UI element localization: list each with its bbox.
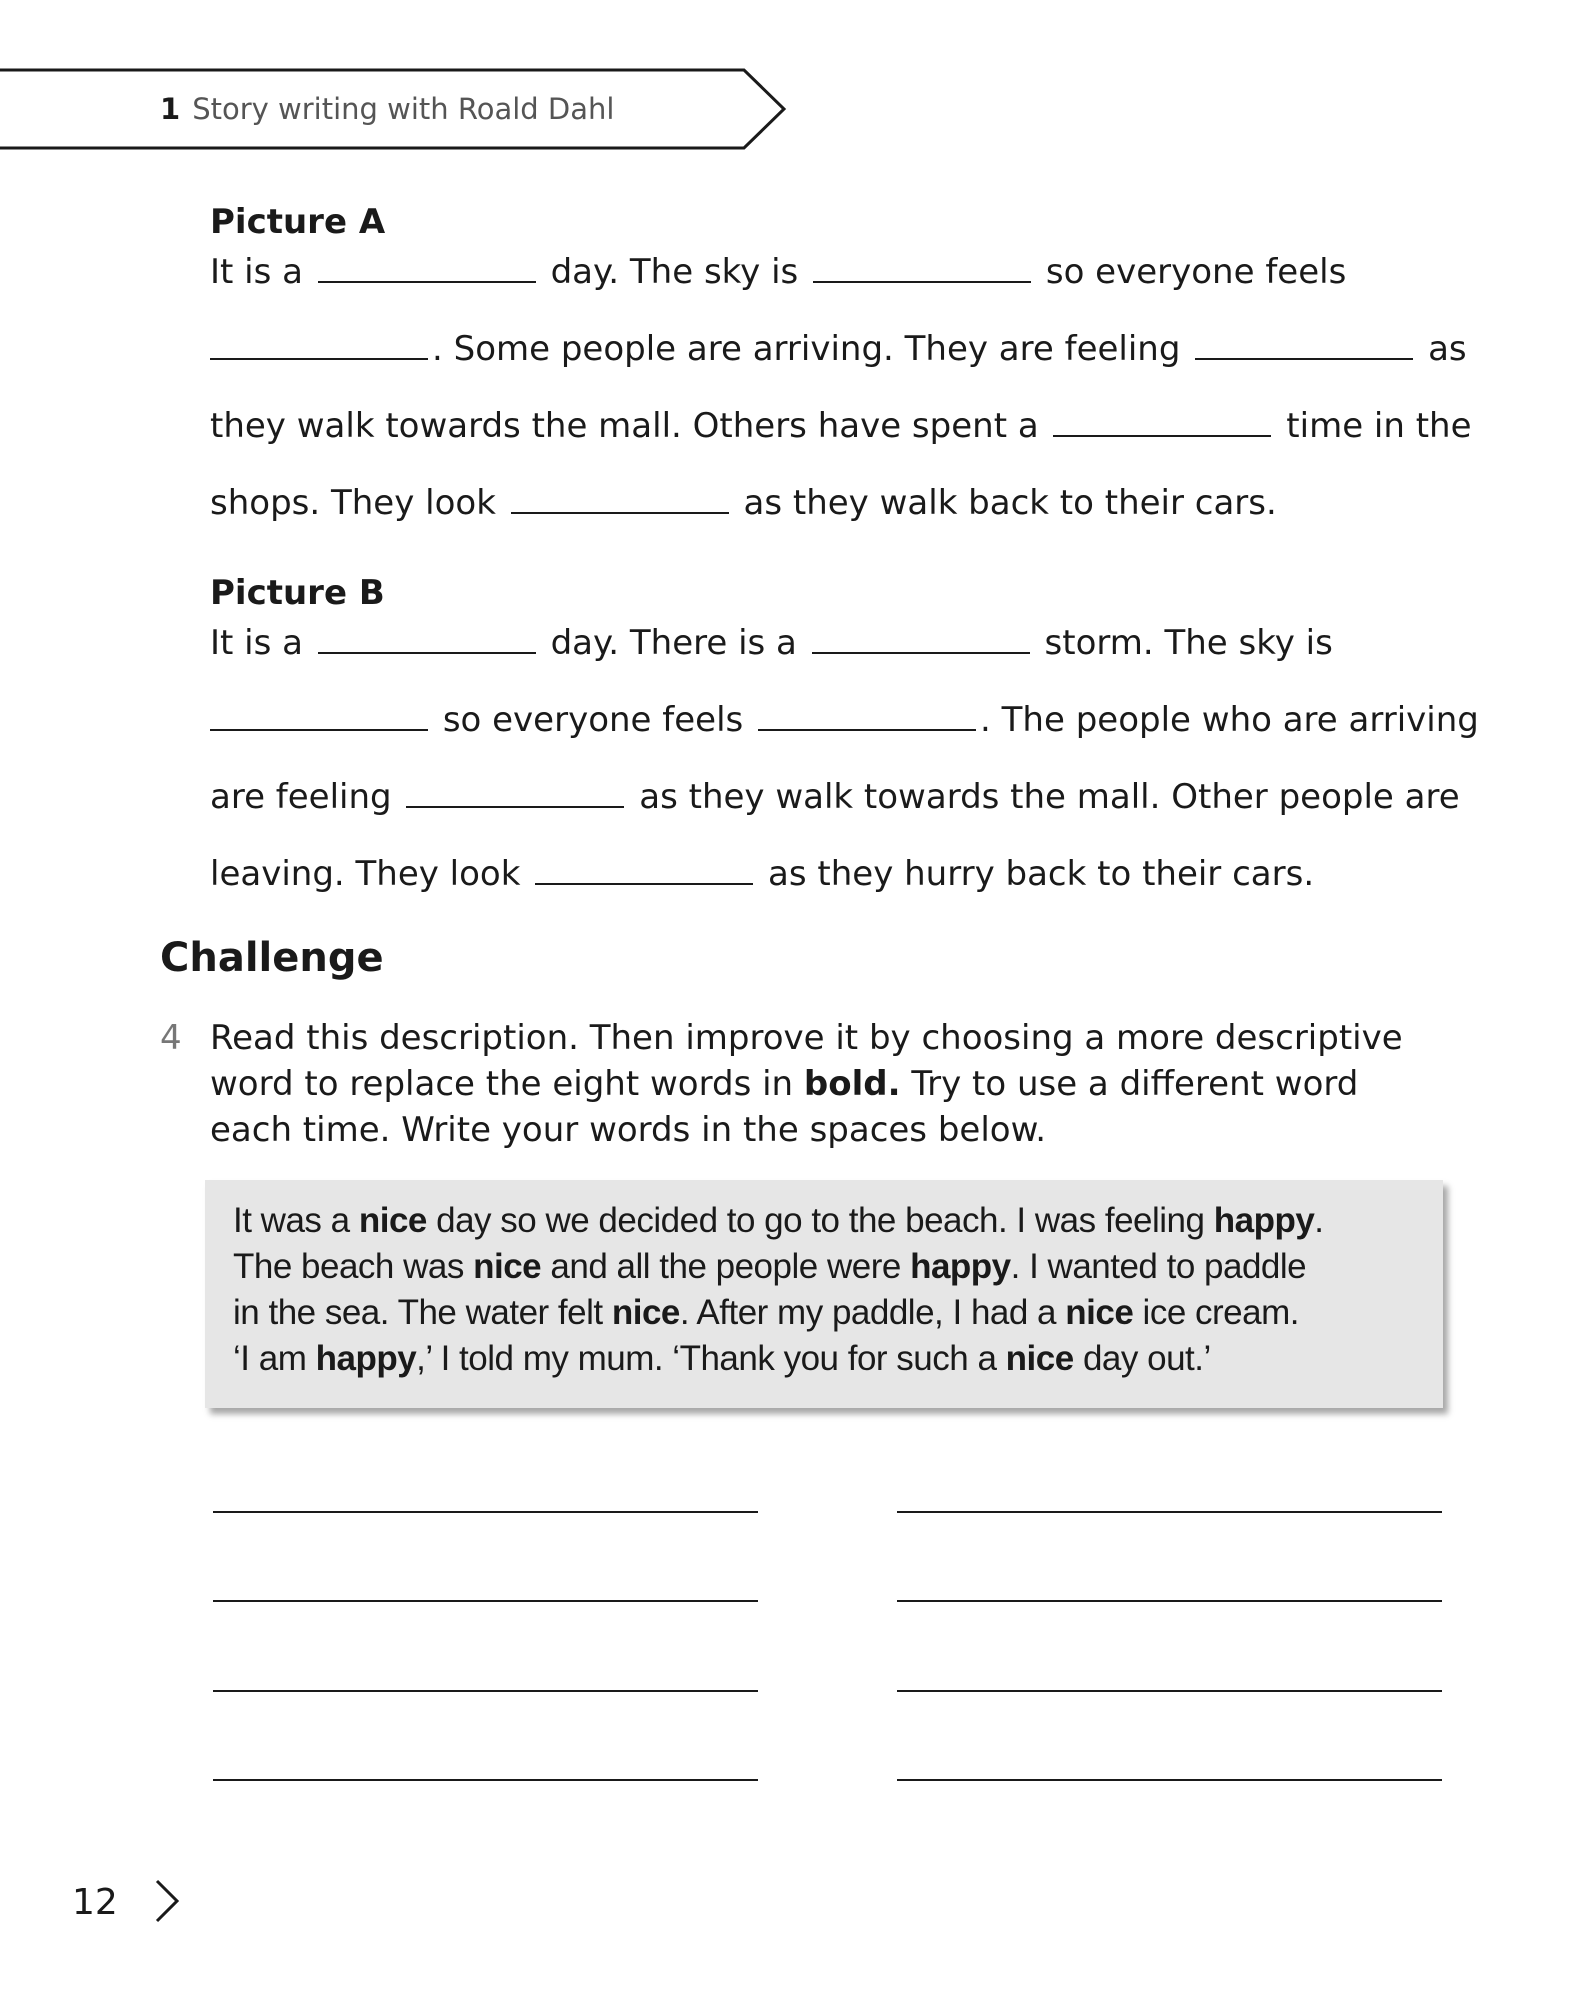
bold-word: nice xyxy=(358,1201,427,1240)
fill-blank[interactable] xyxy=(1195,334,1413,360)
fill-blank[interactable] xyxy=(318,628,536,654)
fill-blank[interactable] xyxy=(758,705,976,731)
sentence-text: leaving. They look xyxy=(210,854,521,894)
fill-line xyxy=(210,848,1460,925)
picture-b-title: Picture B xyxy=(210,573,385,613)
sentence-text: It is a xyxy=(210,623,303,663)
bold-word: nice xyxy=(473,1247,542,1286)
fill-blank[interactable] xyxy=(535,859,753,885)
sentence-text: they walk towards the mall. Others have spent a xyxy=(210,406,1039,446)
chevron-right-icon xyxy=(152,1877,182,1925)
fill-blank[interactable] xyxy=(1053,411,1271,437)
passage-text: . xyxy=(1314,1201,1324,1240)
passage-text: ‘I am xyxy=(233,1339,307,1378)
fill-blank[interactable] xyxy=(210,705,428,731)
passage-text: day out.’ xyxy=(1082,1339,1211,1378)
picture-a-title: Picture A xyxy=(210,202,386,242)
chapter-title xyxy=(160,92,614,126)
answer-line[interactable] xyxy=(897,1600,1442,1602)
sentence-text: . Some people are arriving. They are feeling xyxy=(432,329,1181,369)
fill-line xyxy=(210,771,1460,848)
passage-line xyxy=(233,1336,1423,1382)
challenge-heading: Challenge xyxy=(160,935,384,981)
chapter-number: 1 xyxy=(160,92,181,126)
description-passage-box xyxy=(205,1180,1443,1408)
passage-text: . I wanted to paddle xyxy=(1010,1247,1307,1286)
sentence-text: so everyone feels xyxy=(442,700,744,740)
page-number: 12 xyxy=(72,1882,118,1923)
instruction-text: Read this description. Then improve it by choosing a more descriptive word to replace the eight words in xyxy=(210,1018,1403,1104)
answer-line[interactable] xyxy=(213,1690,758,1692)
passage-text: . After my paddle, I had a xyxy=(679,1293,1057,1332)
instruction-bold-text: bold. xyxy=(803,1064,901,1104)
fill-line xyxy=(210,694,1479,771)
answer-line[interactable] xyxy=(213,1600,758,1602)
passage-line xyxy=(233,1198,1423,1244)
passage-text: ,’ I told my mum. ‘Thank you for such a xyxy=(416,1339,997,1378)
sentence-text: are feeling xyxy=(210,777,392,817)
question-instruction xyxy=(210,1015,1420,1153)
bold-word: nice xyxy=(1005,1339,1074,1378)
sentence-text: It is a xyxy=(210,252,303,292)
bold-word: happy xyxy=(315,1339,417,1378)
sentence-text: so everyone feels xyxy=(1045,252,1347,292)
bold-word: happy xyxy=(910,1247,1011,1286)
question-4 xyxy=(160,1015,1420,1153)
sentence-text: day. The sky is xyxy=(550,252,799,292)
fill-blank[interactable] xyxy=(511,488,729,514)
sentence-text: as xyxy=(1428,329,1467,369)
passage-text: in the sea. The water felt xyxy=(233,1293,603,1332)
fill-line xyxy=(210,477,1460,554)
passage-text: and all the people were xyxy=(550,1247,901,1286)
passage-text: The beach was xyxy=(233,1247,464,1286)
sentence-text: . The people who are arriving xyxy=(980,700,1479,740)
bold-word: nice xyxy=(611,1293,680,1332)
answer-line[interactable] xyxy=(897,1690,1442,1692)
sentence-text: shops. They look xyxy=(210,483,496,523)
answer-line[interactable] xyxy=(213,1779,758,1781)
sentence-text: time in the xyxy=(1286,406,1472,446)
fill-line xyxy=(210,323,1467,400)
fill-blank[interactable] xyxy=(812,628,1030,654)
instruction-text: Try to use a different word each time. Write your words in the spaces below. xyxy=(210,1064,1359,1150)
chapter-name: Story writing with Roald Dahl xyxy=(192,92,615,126)
sentence-text: day. There is a xyxy=(550,623,797,663)
sentence-text: storm. The sky is xyxy=(1044,623,1333,663)
sentence-text: as they hurry back to their cars. xyxy=(768,854,1315,894)
fill-blank[interactable] xyxy=(318,257,536,283)
answer-line[interactable] xyxy=(897,1511,1442,1513)
passage-text: It was a xyxy=(233,1201,350,1240)
fill-blank[interactable] xyxy=(210,334,428,360)
answer-line[interactable] xyxy=(213,1511,758,1513)
sentence-text: as they walk back to their cars. xyxy=(743,483,1277,523)
fill-line xyxy=(210,246,1460,323)
passage-text: day so we decided to go to the beach. I was feeling xyxy=(436,1201,1205,1240)
passage-line xyxy=(233,1244,1423,1290)
fill-line xyxy=(210,400,1472,477)
picture-a-section xyxy=(210,200,1472,554)
fill-blank[interactable] xyxy=(406,782,624,808)
bold-word: nice xyxy=(1065,1293,1134,1332)
question-number: 4 xyxy=(160,1018,182,1058)
passage-text: ice cream. xyxy=(1142,1293,1299,1332)
passage-line xyxy=(233,1290,1423,1336)
fill-blank[interactable] xyxy=(813,257,1031,283)
fill-line xyxy=(210,617,1460,694)
picture-b-section xyxy=(210,571,1479,925)
sentence-text: as they walk towards the mall. Other people are xyxy=(639,777,1460,817)
answer-line[interactable] xyxy=(897,1779,1442,1781)
bold-word: happy xyxy=(1213,1201,1315,1240)
